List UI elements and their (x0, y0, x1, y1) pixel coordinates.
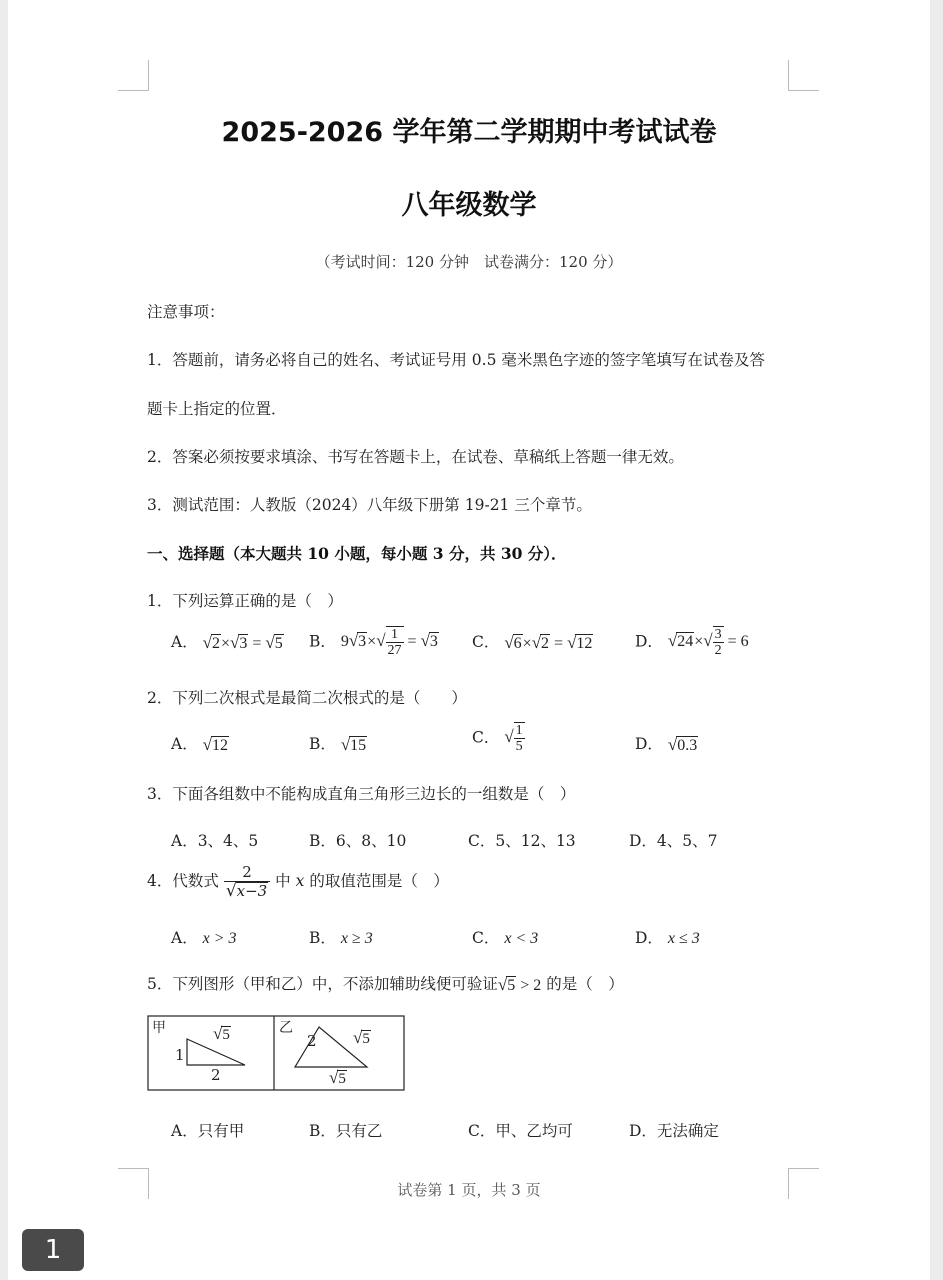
yi-side-left: 2 (307, 1032, 317, 1050)
q2-option-b[interactable]: B． √15 (309, 735, 367, 754)
q2-option-b-label: B． (309, 735, 336, 753)
yi-side-right: √5 (353, 1028, 370, 1047)
exam-page (8, 0, 930, 1280)
notice-line-1-cont: 题卡上指定的位置． (147, 400, 287, 418)
q3-option-a[interactable]: A．3、4、5 (171, 832, 259, 850)
question-1-stem: 1．下列运算正确的是（ ） (147, 592, 343, 610)
question-2-stem: 2．下列二次根式是最简二次根式的是（ ） (147, 689, 467, 707)
q4-option-a[interactable]: A． x > 3 (171, 929, 237, 947)
q4-option-d[interactable]: D． x ≤ 3 (635, 929, 700, 947)
q2-option-c[interactable]: C． √ $\frac{1}{5}$ (472, 723, 523, 755)
q1-option-c-expr: √6×√2 = √12 (504, 633, 593, 652)
q3-option-d[interactable]: D．4、5、7 (629, 832, 718, 850)
question-4-stem: 4．代数式 $\frac{2}{√x-3}$ 中 x 的取值范围是（ ） (147, 863, 449, 901)
jia-side-base: 2 (211, 1066, 221, 1084)
q1-option-b-expr: 9√3×√ $\frac{1}{27}$ = √3 (340, 627, 438, 659)
q1-option-a-expr: √2×√3 = √5 (202, 633, 283, 652)
notice-line-3: 3．测试范围：人教版（2024）八年级下册第 19-21 三个章节。 (147, 496, 592, 514)
figure-label-yi: 乙 (279, 1020, 293, 1036)
yi-side-base: √5 (329, 1068, 346, 1087)
page-footer: 试卷第 1 页，共 3 页 (397, 1181, 541, 1199)
q1-option-b-label: B． (309, 632, 336, 651)
jia-side-hyp: √5 (213, 1024, 230, 1043)
q5-option-a[interactable]: A．只有甲 (171, 1122, 245, 1140)
exam-subtitle: 八年级数学 (401, 190, 537, 221)
q2-option-c-label: C． (472, 728, 500, 747)
page-number-badge[interactable]: 1 (22, 1229, 84, 1271)
notice-line-2: 2．答案必须按要求填涂、书写在答题卡上，在试卷、草稿纸上答题一律无效。 (147, 448, 684, 466)
q2-option-a[interactable]: A． √12 (171, 735, 228, 754)
q1-option-d-expr: √24×√ $\frac{3}{2}$ = 6 (667, 627, 749, 659)
q5-option-b[interactable]: B．只有乙 (309, 1122, 383, 1140)
section-heading: 一、选择题（本大题共 10 小题，每小题 3 分，共 30 分）． (147, 544, 567, 563)
q1-option-d-label: D． (635, 632, 663, 651)
q3-option-c[interactable]: C．5、12、13 (468, 832, 576, 850)
notice-line-1: 1．答题前，请务必将自己的姓名、考试证号用 0.5 毫米黑色字迹的签字笔填写在试卷及答 (147, 351, 765, 369)
q1-option-a-label: A． (171, 633, 198, 651)
figure-label-jia: 甲 (152, 1020, 166, 1036)
q5-option-c[interactable]: C．甲、乙均可 (468, 1122, 573, 1140)
q1-option-c[interactable] (472, 630, 593, 653)
q2-option-d[interactable]: D． √0.3 (635, 735, 698, 754)
q5-figure (147, 1015, 407, 1093)
q1-option-d[interactable] (635, 626, 749, 659)
q1-option-a[interactable] (171, 630, 284, 653)
crop-mark-top-left (118, 60, 149, 91)
q2-option-d-label: D． (635, 735, 663, 753)
notice-heading: 注意事项： (147, 303, 225, 321)
exam-title: 2025-2026 学年第二学期期中考试试卷 (221, 117, 717, 148)
jia-side-short: 1 (175, 1046, 185, 1064)
q1-option-c-label: C． (472, 633, 500, 651)
question-5-stem: 5．下列图形（甲和乙）中，不添加辅助线便可验证√5 > 2 的是（ ） (147, 975, 624, 994)
q1-option-b[interactable] (309, 626, 439, 659)
q4-option-c[interactable]: C． x < 3 (472, 929, 539, 947)
crop-mark-top-right (788, 60, 819, 91)
exam-info: （考试时间：120 分钟 试卷满分：120 分） (315, 253, 623, 271)
q5-option-d[interactable]: D．无法确定 (629, 1122, 719, 1140)
q4-option-b[interactable]: B． x ≥ 3 (309, 929, 373, 947)
question-3-stem: 3．下面各组数中不能构成直角三角形三边长的一组数是（ ） (147, 785, 576, 803)
q3-option-b[interactable]: B．6、8、10 (309, 832, 407, 850)
q4-fraction: $\frac{2}{√x-3}$ (224, 864, 270, 900)
q2-option-a-label: A． (171, 735, 198, 753)
